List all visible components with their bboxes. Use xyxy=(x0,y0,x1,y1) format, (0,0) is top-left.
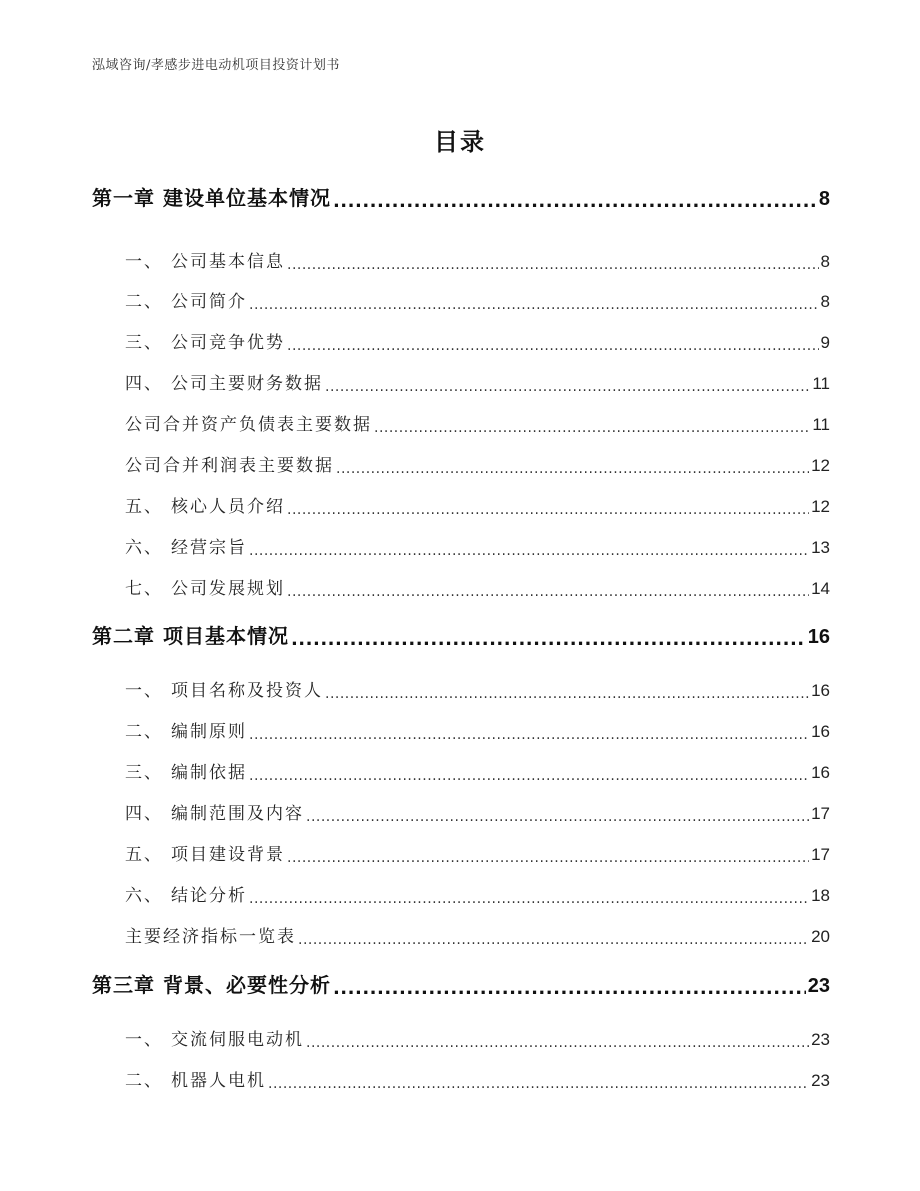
toc-entry-label xyxy=(125,922,296,947)
toc-section-entry[interactable] xyxy=(92,489,830,517)
toc-entry-label xyxy=(125,799,304,824)
toc-section-entry[interactable] xyxy=(92,714,830,742)
toc-entry-number: 一、 xyxy=(125,252,163,272)
table-of-contents xyxy=(92,0,830,1191)
toc-entry-text: 核心人员介绍 xyxy=(171,497,285,517)
toc-dot-leader xyxy=(249,298,819,312)
toc-dot-leader xyxy=(306,1036,809,1050)
toc-entry-label xyxy=(92,182,331,211)
toc-entry-text: 公司发展规划 xyxy=(171,579,285,599)
toc-section-entry[interactable] xyxy=(92,796,830,824)
toc-page-number: 14 xyxy=(811,579,830,598)
toc-entry-number: 二、 xyxy=(125,292,163,312)
toc-chapter-entry[interactable] xyxy=(92,621,830,649)
toc-entry-number: 五、 xyxy=(125,497,163,517)
toc-entry-label xyxy=(125,758,247,783)
toc-section-entry[interactable] xyxy=(92,530,830,558)
toc-entry-number: 四、 xyxy=(125,804,163,824)
toc-entry-label xyxy=(125,881,247,906)
toc-section-entry[interactable] xyxy=(92,448,830,476)
toc-entry-label xyxy=(125,247,285,272)
toc-section-entry[interactable] xyxy=(92,407,830,435)
toc-section-entry[interactable] xyxy=(92,1063,830,1091)
toc-entry-label xyxy=(125,840,285,865)
toc-dot-leader xyxy=(325,380,810,394)
toc-dot-leader xyxy=(287,585,809,599)
toc-entry-label xyxy=(92,620,289,649)
toc-dot-leader xyxy=(287,503,809,517)
toc-page-number: 16 xyxy=(811,763,830,782)
toc-page-number: 16 xyxy=(807,626,830,648)
toc-entry-text: 编制范围及内容 xyxy=(171,804,304,824)
toc-entry-label xyxy=(125,328,285,353)
toc-entry-number: 二、 xyxy=(125,1071,163,1091)
toc-page-number: 8 xyxy=(818,188,830,210)
toc-entry-number: 五、 xyxy=(125,845,163,865)
toc-entry-number: 四、 xyxy=(125,374,163,394)
toc-entry-label xyxy=(125,574,285,599)
toc-entry-number: 二、 xyxy=(125,722,163,742)
toc-entry-label xyxy=(125,410,372,435)
toc-section-entry[interactable] xyxy=(92,244,830,272)
toc-dot-leader xyxy=(249,769,809,783)
toc-page-number: 17 xyxy=(811,804,830,823)
toc-entry-text: 公司竞争优势 xyxy=(171,333,285,353)
toc-entry-number: 六、 xyxy=(125,886,163,906)
toc-dot-leader xyxy=(333,980,806,998)
toc-page-number: 12 xyxy=(811,456,830,475)
toc-page-number: 16 xyxy=(811,722,830,741)
toc-entry-text: 交流伺服电动机 xyxy=(171,1030,304,1050)
toc-dot-leader xyxy=(374,421,810,435)
toc-entry-text: 公司合并资产负债表主要数据 xyxy=(125,415,372,435)
toc-page-number: 13 xyxy=(811,538,830,557)
toc-entry-number: 三、 xyxy=(125,333,163,353)
toc-page-number: 23 xyxy=(811,1071,830,1090)
toc-page-number: 18 xyxy=(811,886,830,905)
toc-page-number: 11 xyxy=(812,415,830,434)
toc-chapter-entry[interactable] xyxy=(92,183,830,211)
toc-entry-text: 编制原则 xyxy=(171,722,247,742)
toc-dot-leader xyxy=(306,810,809,824)
toc-entry-label xyxy=(92,969,331,998)
toc-section-entry[interactable] xyxy=(92,878,830,906)
toc-entry-label xyxy=(125,1066,266,1091)
toc-entry-number: 一、 xyxy=(125,681,163,701)
toc-section-entry[interactable] xyxy=(92,919,830,947)
toc-page-number: 12 xyxy=(811,497,830,516)
toc-entry-text: 结论分析 xyxy=(171,886,247,906)
toc-entry-label xyxy=(125,533,247,558)
toc-entry-label xyxy=(125,676,323,701)
toc-page-number: 8 xyxy=(820,292,830,311)
toc-entry-label xyxy=(125,1025,304,1050)
toc-entry-text: 项目建设背景 xyxy=(171,845,285,865)
toc-chapter-entry[interactable] xyxy=(92,970,830,998)
running-header: 泓域咨询/孝感步进电动机项目投资计划书 xyxy=(92,58,340,73)
toc-section-entry[interactable] xyxy=(92,366,830,394)
toc-page-number: 11 xyxy=(812,374,830,393)
toc-entry-text: 第三章 背景、必要性分析 xyxy=(92,973,331,997)
toc-page-number: 17 xyxy=(811,845,830,864)
toc-page-number: 23 xyxy=(807,975,830,997)
toc-entry-label xyxy=(125,369,323,394)
toc-dot-leader xyxy=(325,687,809,701)
toc-dot-leader xyxy=(291,631,806,649)
toc-page-number: 20 xyxy=(811,927,830,946)
toc-dot-leader xyxy=(249,728,809,742)
toc-entry-label xyxy=(125,451,334,476)
toc-dot-leader xyxy=(268,1077,809,1091)
toc-entry-text: 公司主要财务数据 xyxy=(171,374,323,394)
toc-entry-text: 经营宗旨 xyxy=(171,538,247,558)
toc-entry-label xyxy=(125,287,247,312)
toc-entry-text: 第一章 建设单位基本情况 xyxy=(92,186,331,210)
toc-dot-leader xyxy=(333,193,817,211)
toc-entry-number: 三、 xyxy=(125,763,163,783)
toc-entry-number: 一、 xyxy=(125,1030,163,1050)
toc-section-entry[interactable] xyxy=(92,755,830,783)
toc-dot-leader xyxy=(287,851,809,865)
toc-section-entry[interactable] xyxy=(92,284,830,312)
toc-dot-leader xyxy=(336,462,809,476)
toc-section-entry[interactable] xyxy=(92,673,830,701)
toc-page-number: 23 xyxy=(811,1030,830,1049)
toc-section-entry[interactable] xyxy=(92,1022,830,1050)
toc-entry-label xyxy=(125,717,247,742)
toc-entry-number: 七、 xyxy=(125,579,163,599)
toc-entry-text: 编制依据 xyxy=(171,763,247,783)
toc-dot-leader xyxy=(249,544,809,558)
toc-entry-text: 公司合并利润表主要数据 xyxy=(125,456,334,476)
toc-section-entry[interactable] xyxy=(92,571,830,599)
toc-entry-text: 项目名称及投资人 xyxy=(171,681,323,701)
toc-page-number: 9 xyxy=(820,333,830,352)
toc-dot-leader xyxy=(298,933,809,947)
page-title: 目录 xyxy=(434,128,486,156)
toc-section-entry[interactable] xyxy=(92,325,830,353)
toc-entry-text: 机器人电机 xyxy=(171,1071,266,1091)
toc-section-entry[interactable] xyxy=(92,837,830,865)
toc-entry-number: 六、 xyxy=(125,538,163,558)
toc-dot-leader xyxy=(249,892,809,906)
toc-entry-text: 公司简介 xyxy=(171,292,247,312)
toc-entry-label xyxy=(125,492,285,517)
toc-dot-leader xyxy=(287,258,819,272)
toc-page-number: 8 xyxy=(820,252,830,271)
toc-entry-text: 公司基本信息 xyxy=(171,252,285,272)
toc-entry-text: 主要经济指标一览表 xyxy=(125,927,296,947)
toc-entry-text: 第二章 项目基本情况 xyxy=(92,624,289,648)
toc-page-number: 16 xyxy=(811,681,830,700)
toc-dot-leader xyxy=(287,339,819,353)
